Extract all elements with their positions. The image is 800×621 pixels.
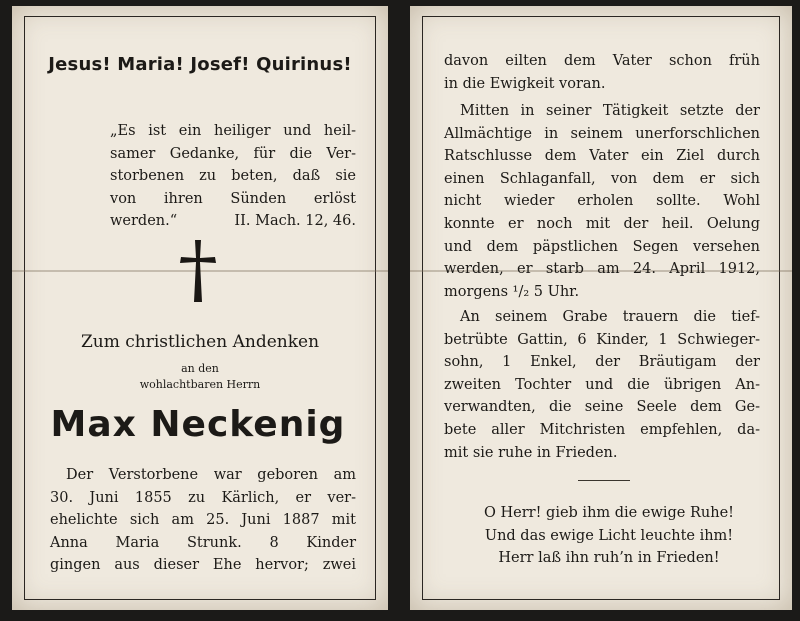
text-line: zweiten Tochter und die übrigen An- xyxy=(444,376,760,393)
text-line: Ratschlusse dem Vater ein Ziel durch xyxy=(444,148,760,165)
scripture-reference: II. Mach. 12, 46. xyxy=(234,213,356,230)
biography xyxy=(50,464,356,577)
left-page xyxy=(12,6,388,610)
section-divider xyxy=(578,480,630,481)
quote-line: samer Gedanke, für die Ver- xyxy=(110,145,356,162)
quote-line: werden.“ xyxy=(110,213,178,230)
text-line: konnte er noch mit der heil. Oelung xyxy=(444,215,760,232)
closing-prayer xyxy=(464,502,754,570)
text-line: einen Schlaganfall, von dem er sich xyxy=(444,170,760,187)
text-line: mit sie ruhe in Frieden. xyxy=(444,444,618,461)
text-line: Allmächtige in seinem unerforschlichen xyxy=(444,125,760,142)
an-den-label: an den xyxy=(181,362,219,375)
quote-line: storbenen zu beten, daß sie xyxy=(110,168,356,185)
bio-line: Der Verstorbene war geboren am xyxy=(66,467,356,483)
prayer-line: O Herr! gieb ihm die ewige Ruhe! xyxy=(484,505,734,521)
text-line: werden, er starb am 24. April 1912, xyxy=(444,261,760,278)
prayer-line: Und das ewige Licht leuchte ihm! xyxy=(484,527,734,544)
paragraph-mourners xyxy=(444,306,760,464)
paragraph-death xyxy=(444,100,760,303)
cross-icon xyxy=(177,238,219,306)
bio-line: gingen aus dieser Ehe hervor; zwei xyxy=(50,557,356,574)
text-line: davon eilten dem Vater schon früh xyxy=(444,53,760,69)
text-line: und dem päpstlichen Segen versehen xyxy=(444,238,760,255)
quote-line: von ihren Sünden erlöst xyxy=(110,190,356,207)
scripture-quote xyxy=(110,120,356,233)
text-line: bete aller Mitchristen empfehlen, da- xyxy=(444,421,760,438)
text-line: An seinem Grabe trauern die tief- xyxy=(460,309,760,325)
text-line: sohn, 1 Enkel, der Bräutigam der xyxy=(444,354,760,371)
memorial-title: Zum christlichen Andenken xyxy=(80,332,320,352)
right-page xyxy=(410,6,792,610)
prayer-line: Herr laß ihn ruh’n in Frieden! xyxy=(498,550,720,567)
text-line: betrübte Gattin, 6 Kinder, 1 Schwieger- xyxy=(444,331,760,348)
text-line: Mitten in seiner Tätigkeit setzte der xyxy=(460,103,760,119)
text-line: morgens ¹/₂ 5 Uhr. xyxy=(444,283,580,300)
text-line: nicht wieder erholen sollte. Wohl xyxy=(444,193,760,210)
bio-line: ehelichte sich am 25. Juni 1887 mit xyxy=(50,512,356,529)
paragraph-children xyxy=(444,50,760,95)
text-line: verwandten, die seine Seele dem Ge- xyxy=(444,399,760,416)
bio-line: 30. Juni 1855 zu Kärlich, er ver- xyxy=(50,489,356,506)
bio-line: Anna Maria Strunk. 8 Kinder xyxy=(50,534,356,551)
invocation-heading: Jesus! Maria! Josef! Quirinus! xyxy=(48,54,352,75)
quote-line: „Es ist ein heiliger und heil- xyxy=(110,123,356,139)
deceased-name: Max Neckenig xyxy=(50,404,346,445)
text-line: in die Ewigkeit voran. xyxy=(444,75,606,92)
herrn-label: wohlachtbaren Herrn xyxy=(139,378,261,391)
